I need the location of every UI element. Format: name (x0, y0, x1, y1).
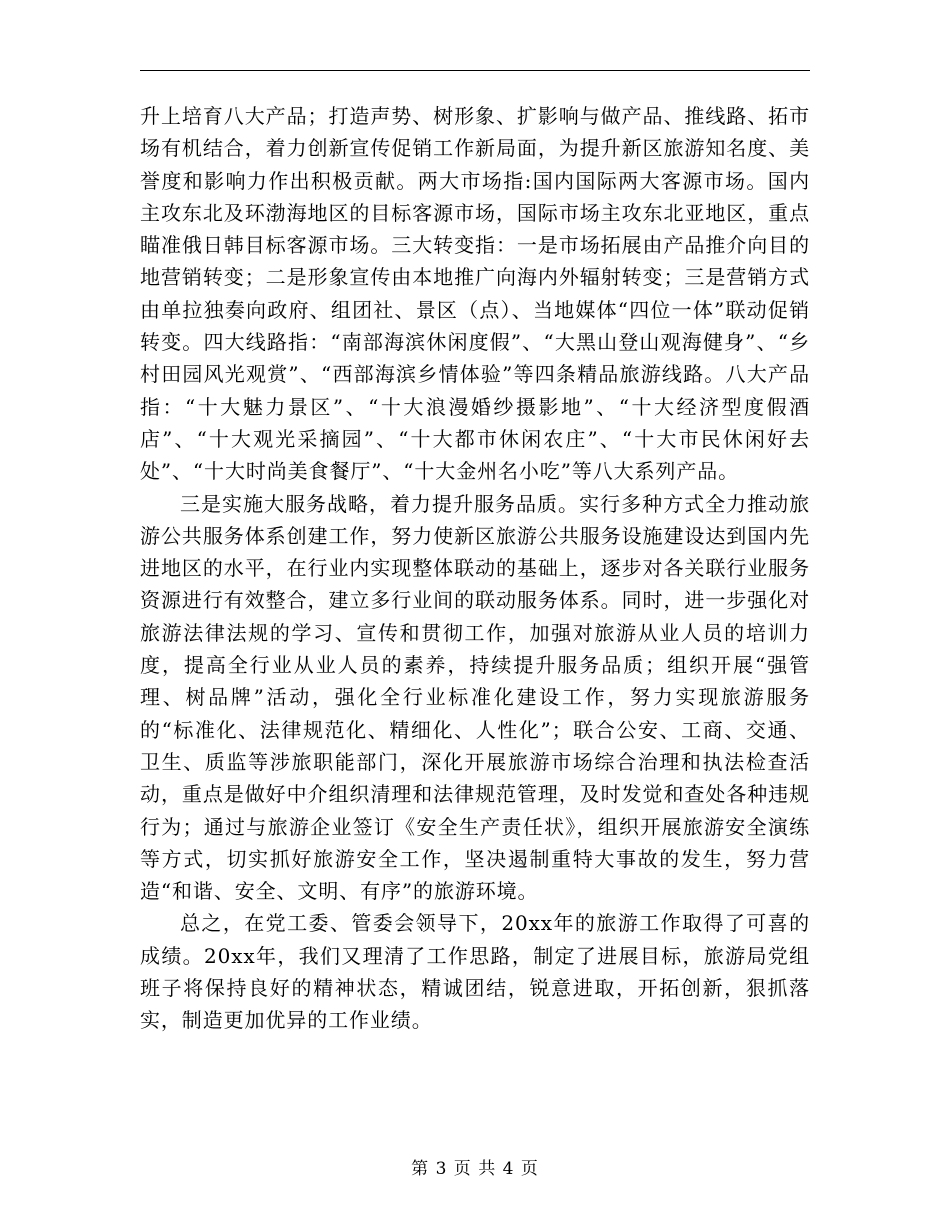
paragraph-2: 三是实施大服务战略，着力提升服务品质。实行多种方式全力推动旅游公共服务体系创建工作，努力使新区旅游公共服务设施建设达到国内先进地区的水平，在行业内实现整体联动的基础上，逐步对各关联行业服务资源进行有效整合，建立多行业间的联动服务体系。同时，进一步强化对旅游法律法规的学习、宣传和贯彻工作，加强对旅游从业人员的培训力度，提高全行业从业人员的素养，持续提升服务品质；组织开展“强管理、树品牌”活动，强化全行业标准化建设工作，努力实现旅游服务的“标准化、法律规范化、精细化、人性化”；联合公安、工商、交通、卫生、质监等涉旅职能部门，深化开展旅游市场综合治理和执法检查活动，重点是做好中介组织清理和法律规范管理，及时发觉和查处各种违规行为；通过与旅游企业签订《安全生产责任状》，组织开展旅游安全演练等方式，切实抓好旅游安全工作，坚决遏制重特大事故的发生，努力营造“和谐、安全、文明、有序”的旅游环境。 (140, 491, 810, 904)
paragraph-3: 总之，在党工委、管委会领导下，20xx年的旅游工作取得了可喜的成绩。20xx年，我们又理清了工作思路，制定了进展目标，旅游局党组班子将保持良好的精神状态，精诚团结，锐意进取，开拓创新，狠抓落实，制造更加优异的工作业绩。 (140, 911, 810, 1033)
paragraph-1: 升上培育八大产品；打造声势、树形象、扩影响与做产品、推线路、拓市场有机结合，着力创新宣传促销工作新局面，为提升新区旅游知名度、美誉度和影响力作出积极贡献。两大市场指:国内国际两大客源市场。国内主攻东北及环渤海地区的目标客源市场，国际市场主攻东北亚地区，重点瞄准俄日韩目标客源市场。三大转变指：一是市场拓展由产品推介向目的地营销转变；二是形象宣传由本地推广向海内外辐射转变；三是营销方式由单拉独奏向政府、组团社、景区（点）、当地媒体“四位一体”联动促销转变。四大线路指：“南部海滨休闲度假”、“大黑山登山观海健身”、“乡村田园风光观赏”、“西部海滨乡情体验”等四条精品旅游线路。八大产品指：“十大魅力景区”、“十大浪漫婚纱摄影地”、“十大经济型度假酒店”、“十大观光采摘园”、“十大都市休闲农庄”、“十大市民休闲好去处”、“十大时尚美食餐厅”、“十大金州名小吃”等八大系列产品。 (140, 104, 810, 484)
page-number-footer: 第 3 页 共 4 页 (411, 1159, 539, 1179)
document-body (140, 100, 810, 1037)
header-rule (140, 70, 810, 71)
